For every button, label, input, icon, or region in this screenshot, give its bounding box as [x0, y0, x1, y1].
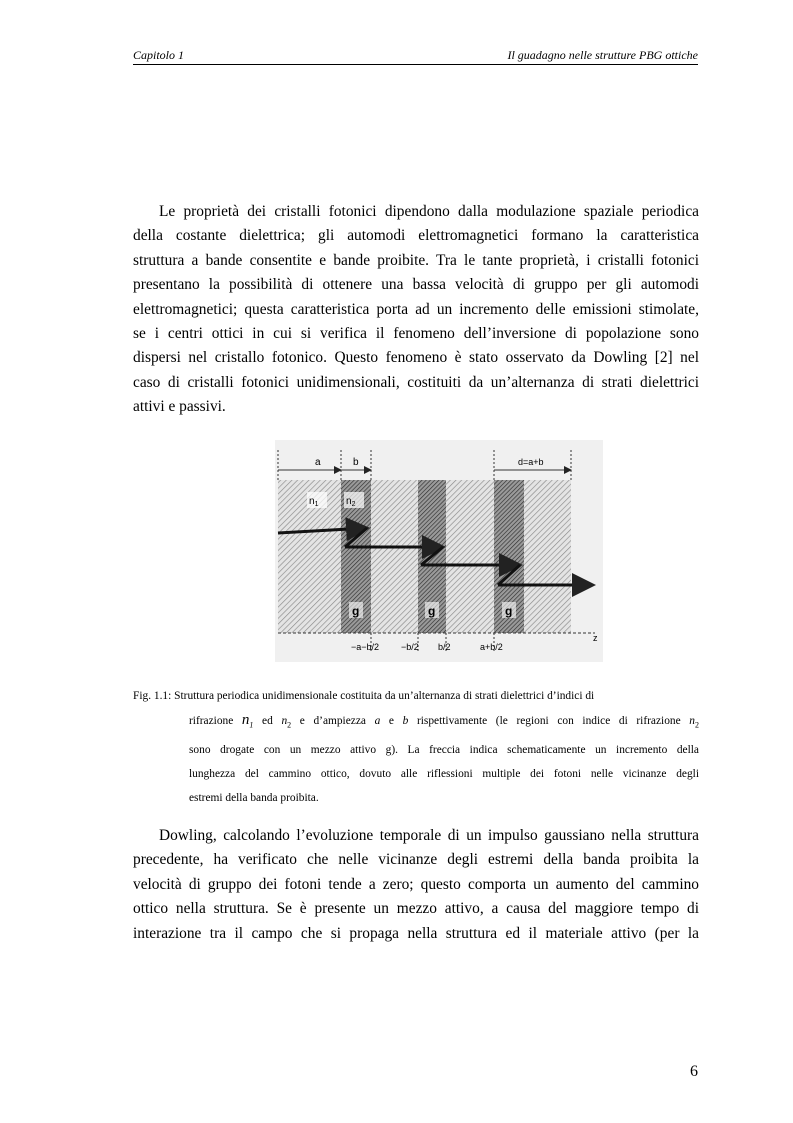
running-header: [133, 48, 698, 65]
caption-line: sono drogate con un mezzo attivo g). La freccia indica schematicamente un incremento della: [189, 743, 699, 756]
text-line: dispersi nel cristallo fotonico. Questo fenomeno è stato osservato da Dowling [2] nel: [133, 349, 699, 367]
text-line: attivi e passivi.: [133, 398, 226, 416]
caption-line: Fig. 1.1: Struttura periodica unidimensionale costituita da un’alternanza di strati dielettrici d’indici di: [133, 690, 595, 702]
text-line: se i centri ottici in cui si verifica il fenomeno dell’inversione di popolazione sono: [133, 325, 699, 343]
text-line: Dowling, calcolando l’evoluzione temporale di un impulso gaussiano nella struttura: [159, 827, 699, 844]
text-line: della costante dielettrica; gli automodi elettromagnetici formano la caratteristica: [133, 227, 699, 245]
caption-line: lunghezza del cammino ottico, dovuto alle riflessioni multiple dei fotoni nelle vicinanze degli: [189, 768, 699, 781]
text-line: ottico nella struttura. Se è presente un mezzo attivo, a causa del maggiore tempo di: [133, 900, 699, 918]
axis-label-z: z: [593, 633, 598, 643]
text-line: precedente, ha verificato che nelle vicinanze degli estremi della banda proibita la: [133, 851, 699, 869]
gain-label-3: g: [505, 604, 513, 618]
layer-label-n2: $n_2$: [346, 496, 356, 508]
text-line: interazione tra il campo che si propaga nella struttura ed il materiale attivo (per la: [133, 924, 699, 942]
text-line: struttura a bande consentite e bande proibite. Tra le tante proprietà, i cristalli fotonici: [133, 251, 699, 269]
label-a: a: [315, 457, 321, 468]
caption-line: rifrazione $n_1$ ed $n_2$ e d’ampiezza a e b rispettivamente (le regioni con indice di rifrazione $n_2$: [189, 712, 699, 730]
text-line: Le proprietà dei cristalli fotonici dipendono dalla modulazione spaziale periodica: [159, 203, 699, 220]
layer-label-n1: $n_1$: [309, 496, 319, 508]
tick-label: a+b/2: [480, 642, 503, 652]
tick-label: b/2: [438, 642, 451, 652]
gain-label-2: g: [428, 604, 436, 618]
text-line: presentano la possibilità di ottenere una bassa velocità di gruppo per gli automodi: [133, 276, 699, 294]
text-line: velocità di gruppo dei fotoni tende a zero; questo comporta un aumento del cammino: [133, 875, 699, 893]
tick-label: −b/2: [401, 642, 419, 652]
section-title: Il guadagno nelle strutture PBG ottiche: [507, 48, 698, 62]
label-d: d=a+b: [518, 457, 544, 467]
paragraph-intro: [133, 200, 699, 420]
caption-prefix: Fig. 1.1:: [133, 690, 172, 702]
tick-label: −a−b/2: [351, 642, 380, 652]
paragraph-dowling: [133, 824, 699, 946]
figure-caption: [133, 684, 699, 811]
caption-line: estremi della banda proibita.: [189, 792, 319, 805]
page-number: 6: [690, 1063, 698, 1080]
text-line: caso di cristalli fotonici unidimensionali, costituiti da un’alternanza di strati dielettrici: [133, 373, 699, 391]
pbg-structure-figure: [275, 440, 603, 662]
chapter-label: Capitolo 1: [133, 48, 185, 62]
text-line: elettromagnetici; questa caratteristica porta ad un incremento delle emissioni stimolate,: [133, 300, 699, 318]
label-b: b: [353, 457, 359, 468]
gain-label-1: g: [352, 604, 360, 618]
